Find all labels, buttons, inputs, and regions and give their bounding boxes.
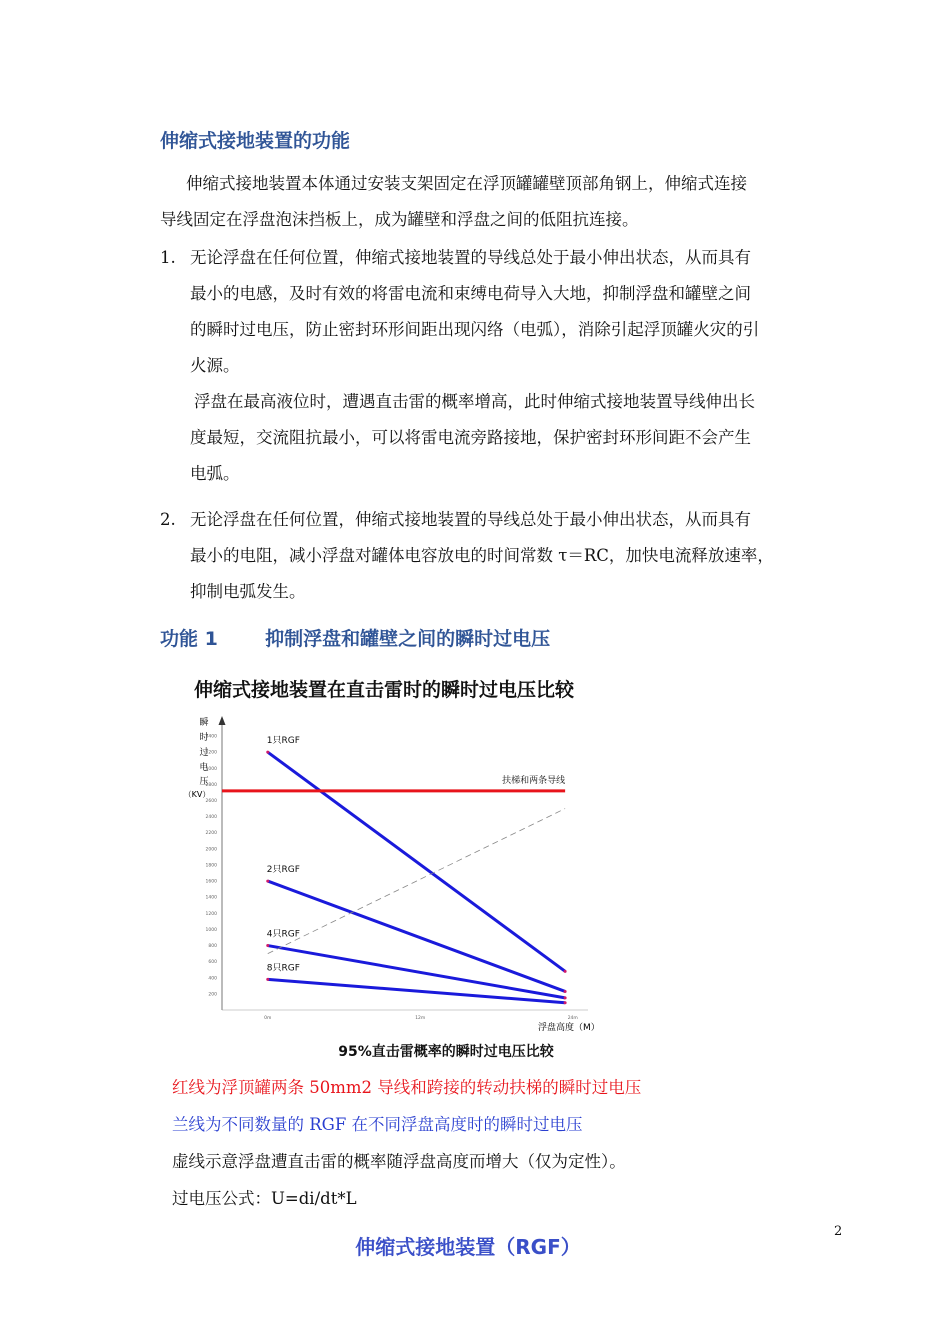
y-tick-label: 2600 [205, 799, 217, 805]
list-number: 1. [160, 248, 176, 267]
x-tick-label: 0m [264, 1016, 272, 1021]
chart-caption: 95%直击雷概率的瞬时过电压比较 [338, 1044, 554, 1060]
y-tick-label: 200 [208, 992, 217, 998]
function-heading-label: 功能 1 [160, 628, 218, 650]
y-tick-label: 1200 [205, 911, 217, 917]
series-point [266, 978, 269, 981]
y-tick-label: 1400 [205, 895, 217, 901]
y-tick-label: 2200 [205, 831, 217, 837]
x-tick-label: 12m [415, 1016, 426, 1021]
y-tick-label: 2400 [205, 815, 217, 821]
x-tick-label: 24m [567, 1016, 578, 1021]
function-heading-text: 抑制浮盘和罐壁之间的瞬时过电压 [265, 628, 551, 650]
y-tick-label: 2800 [205, 782, 217, 788]
intro-line: 伸缩式接地装置本体通过安装支架固定在浮顶罐罐壁顶部角钢上，伸缩式连接 [186, 174, 747, 193]
series-line [268, 881, 565, 991]
series-point [564, 1001, 567, 1004]
series-label: 2只RGF [266, 865, 300, 876]
x-axis-label: 浮盘高度（M） [538, 1023, 600, 1033]
series-label: 扶梯和两条导线 [502, 775, 566, 786]
notes [172, 1069, 641, 1217]
voltage-chart [180, 710, 620, 1040]
y-tick-label: 800 [208, 944, 217, 950]
page-number: 2 [834, 1224, 843, 1239]
note-dashed-line: 虚线示意浮盘遭直击雷的概率随浮盘高度而增大（仅为定性）。 [172, 1152, 626, 1171]
list-item-1 [160, 240, 850, 500]
y-tick-label: 3000 [205, 766, 217, 772]
list-line: 无论浮盘在任何位置，伸缩式接地装置的导线总处于最小伸出状态，从而具有 [190, 248, 751, 267]
y-tick-label: 1600 [205, 879, 217, 885]
note-formula: 过电压公式：U=di/dt*L [172, 1189, 357, 1208]
y-axis-arrow-icon [219, 716, 226, 725]
probability-dashed-line [268, 809, 565, 954]
y-tick-label: 400 [208, 976, 217, 982]
y-tick-label: 3200 [205, 750, 217, 756]
series-point [266, 944, 269, 947]
series-label: 8只RGF [266, 963, 300, 974]
list-line: 火源。 [190, 356, 240, 375]
function-heading [160, 624, 550, 651]
y-tick-label: 1000 [205, 927, 217, 933]
list-line: 最小的电感，及时有效的将雷电流和束缚电荷导入大地，抑制浮盘和罐壁之间 [190, 284, 751, 303]
list-sub-line: 度最短，交流阻抗最小，可以将雷电流旁路接地，保护密封环形间距不会产生 [190, 428, 751, 447]
y-tick-label: 600 [208, 960, 217, 966]
y-axis-label-char: 时 [199, 733, 209, 743]
list-line: 最小的电阻，减小浮盘对罐体电容放电的时间常数 τ＝RC，加快电流释放速率， [190, 546, 774, 565]
footer-title: 伸缩式接地装置（RGF） [355, 1235, 581, 1259]
list-sub-line: 浮盘在最高液位时，遭遇直击雷的概率增高，此时伸缩式接地装置导线伸出长 [194, 392, 755, 411]
note-red-line: 红线为浮顶罐两条 50mm2 导线和跨接的转动扶梯的瞬时过电压 [172, 1078, 642, 1097]
series-point [266, 751, 269, 754]
y-tick-label: 2000 [205, 847, 217, 853]
intro-line: 导线固定在浮盘泡沫挡板上，成为罐壁和浮盘之间的低阻抗连接。 [160, 210, 639, 229]
series-point [266, 880, 269, 883]
series-point [564, 990, 567, 993]
y-tick-label: 1800 [205, 863, 217, 869]
y-axis-label-char: 过 [199, 748, 209, 758]
series-label: 1只RGF [266, 736, 300, 747]
series-label: 4只RGF [266, 929, 300, 940]
list-line: 无论浮盘在任何位置，伸缩式接地装置的导线总处于最小伸出状态，从而具有 [190, 510, 751, 529]
y-tick-label: 3400 [205, 734, 217, 740]
list-line: 抑制电弧发生。 [190, 582, 306, 601]
intro-paragraph [160, 166, 850, 238]
series-point [564, 970, 567, 973]
series-point [564, 996, 567, 999]
y-axis-label-char: 电 [199, 763, 209, 773]
y-axis-unit: （KV） [183, 790, 211, 799]
y-axis-label-char: 瞬 [199, 718, 209, 728]
y-axis-label-char: 压 [199, 777, 209, 787]
list-item-2 [160, 502, 850, 612]
chart-title: 伸缩式接地装置在直击雷时的瞬时过电压比较 [194, 679, 575, 701]
list-line: 的瞬时过电压，防止密封环形间距出现闪络（电弧），消除引起浮顶罐火灾的引 [190, 320, 760, 339]
list-sub-line: 电弧。 [190, 464, 240, 483]
list-number: 2. [160, 510, 176, 529]
section-title: 伸缩式接地装置的功能 [160, 130, 351, 152]
note-blue-line: 兰线为不同数量的 RGF 在不同浮盘高度时的瞬时过电压 [172, 1115, 583, 1134]
